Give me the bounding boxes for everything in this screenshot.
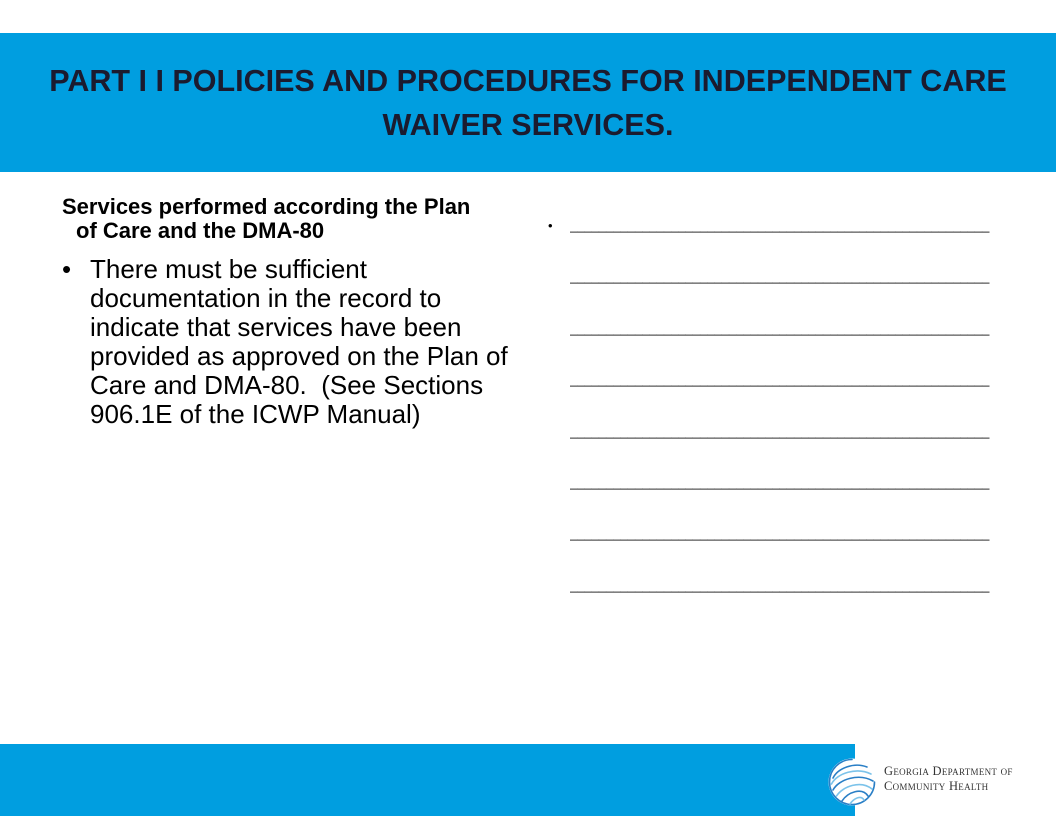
- organization-name-line2: Community Health: [884, 779, 989, 793]
- note-line: __________________________________________________________: [570, 423, 990, 439]
- footer-band: [0, 744, 855, 816]
- organization-name: [884, 764, 1013, 794]
- note-line: __________________________________________________________: [570, 577, 990, 593]
- note-line: __________________________________________________________: [570, 526, 990, 542]
- note-line: __________________________________________________________: [570, 320, 990, 336]
- bullet-text: There must be sufficient documentation in the record to indicate that services have been provided as approved on the Plan of Care and DMA-80. (See Sections 906.1E of the ICWP Manual): [90, 254, 515, 429]
- organization-name-line1: Georgia Department of: [884, 764, 1013, 778]
- georgia-dch-logo-icon: [827, 757, 877, 807]
- notes-lines: [570, 200, 1000, 611]
- note-line: __________________________________________________________: [570, 474, 990, 490]
- bullet-marker: •: [62, 254, 72, 284]
- note-line: __________________________________________________________: [570, 372, 990, 388]
- title-banner: [0, 33, 1056, 172]
- section-heading: Services performed according the Plan of Care and the DMA-80: [62, 194, 471, 243]
- bullet-item: [62, 255, 522, 429]
- note-line: __________________________________________________________: [570, 218, 990, 233]
- note-line: __________________________________________________________: [570, 269, 990, 285]
- notes-bullet-marker: •: [548, 218, 553, 233]
- slide-title: PART I I POLICIES AND PROCEDURES FOR INDEPENDENT CARE WAIVER SERVICES.: [49, 63, 1007, 142]
